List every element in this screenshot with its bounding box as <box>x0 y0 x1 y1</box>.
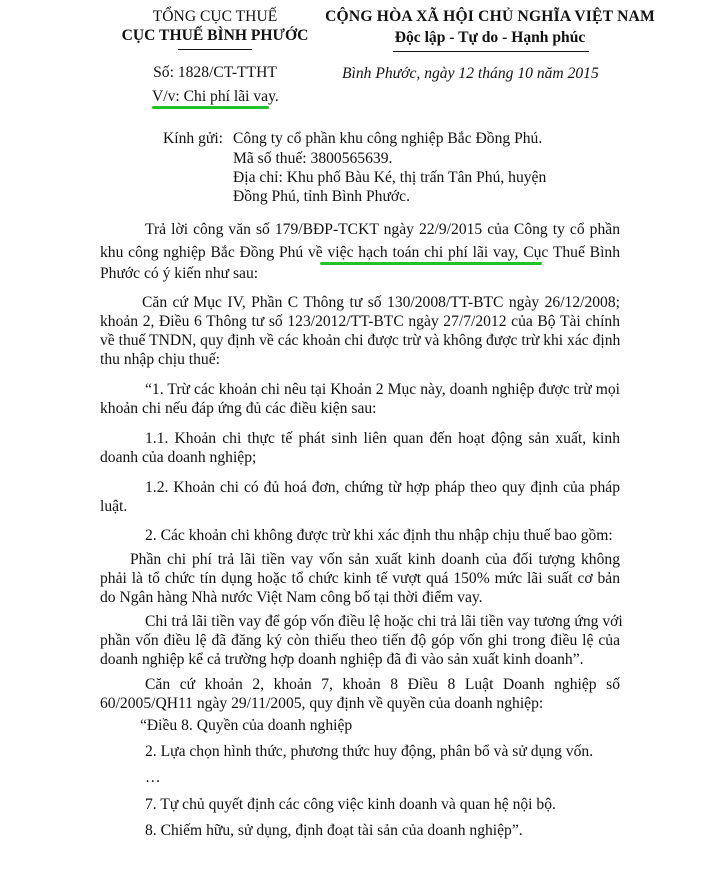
p9-line-2: 60/2005/QH11 ngày 29/11/2005, quy định về quyền của doanh nghiệp: <box>100 695 544 712</box>
p7-line-2: phải là tổ chức tín dụng hoặc tổ chức kinh tế vượt quá 150% mức lãi suất cơ bản <box>100 570 620 587</box>
p7-line-3: do Ngân hàng Nhà nước Việt Nam công bố tại thời điểm vay. <box>100 589 483 606</box>
p5-line-2: luật. <box>100 498 128 515</box>
article-8-item-2: 2. Lựa chọn hình thức, phương thức huy động, phân bổ và sử dụng vốn. <box>145 743 594 760</box>
p2-line-3: về thuế TNDN, quy định về các khoản chi được trừ và không được trừ khi xác định <box>100 332 621 349</box>
p8-line-3: doanh nghiệp kể cả trường hợp doanh nghiệp đã đi vào sản xuất kinh doanh”. <box>100 651 584 668</box>
agency-underline <box>178 49 252 50</box>
subject: V/v: Chi phí lãi vay. <box>152 88 279 105</box>
agency-parent: TỔNG CỤC THUẾ <box>152 8 278 25</box>
subject-highlight <box>152 106 269 109</box>
motto: Độc lập - Tự do - Hạnh phúc <box>394 29 586 46</box>
doc-number: Số: 1828/CT-TTHT <box>153 64 277 81</box>
p8-line-2: phần vốn điều lệ đã đăng ký còn thiếu theo tiến độ góp vốn ghi trong điều lệ của <box>100 632 620 649</box>
article-8-item-7: 7. Tự chủ quyết định các công việc kinh doanh và quan hệ nội bộ. <box>145 796 556 813</box>
p2-line-4: thu nhập chịu thuế: <box>100 351 220 368</box>
p2-line-1: Căn cứ Mục IV, Phần C Thông tư số 130/2008/TT-BTC ngày 26/12/2008; <box>142 294 620 311</box>
p1-line-3: Phước có ý kiến như sau: <box>100 265 259 282</box>
p2-line-2: khoản 2, Điều 6 Thông tư số 123/2012/TT-BTC ngày 27/7/2012 của Bộ Tài chính <box>100 313 620 330</box>
agency-name: CỤC THUẾ BÌNH PHƯỚC <box>121 27 309 44</box>
p6-line: 2. Các khoản chi không được trừ khi xác định thu nhập chịu thuế bao gồm: <box>145 527 613 544</box>
p5-line-1: 1.2. Khoản chi có đủ hoá đơn, chứng từ hợp pháp theo quy định của pháp <box>145 479 620 496</box>
recipient-address-2: Đồng Phú, tỉnh Bình Phước. <box>233 188 410 205</box>
article-8-title: “Điều 8. Quyền của doanh nghiệp <box>140 717 353 734</box>
p3-line-2: khoản chi nếu đáp ứng đủ các điều kiện sau: <box>100 400 377 417</box>
p1-line-1: Trả lời công văn số 179/BĐP-TCKT ngày 22/9/2015 của Công ty cổ phần <box>145 221 620 238</box>
p4-line-1: 1.1. Khoản chi thực tế phát sinh liên quan đến hoạt động sản xuất, kinh <box>145 430 620 447</box>
ellipsis: … <box>145 769 161 786</box>
p3-line-1: “1. Trừ các khoản chi nêu tại Khoản 2 Mục này, doanh nghiệp được trừ mọi <box>145 381 620 398</box>
article-8-item-8: 8. Chiếm hữu, sử dụng, định đoạt tài sản của doanh nghiệp”. <box>145 822 523 839</box>
p1-line-2: khu công nghiệp Bắc Đồng Phú về việc hạch toán chi phí lãi vay, Cục Thuế Bình <box>100 244 620 261</box>
recipient-tax-code: Mã số thuế: 3800565639. <box>233 150 393 167</box>
nation-title: CỘNG HÒA XÃ HỘI CHỦ NGHĨA VIỆT NAM <box>325 8 655 25</box>
recipient-address-1: Địa chỉ: Khu phố Bàu Ké, thị trấn Tân Phú, huyện <box>233 169 547 186</box>
p8-line-1: Chi trả lãi tiền vay để góp vốn điều lệ hoặc chi trả lãi tiền vay tương ứng với <box>145 613 623 630</box>
recipient-label: Kính gửi: <box>163 130 223 147</box>
p7-line-1: Phần chi phí trả lãi tiền vay vốn sản xuất kinh doanh của đối tượng không <box>130 551 620 568</box>
motto-underline <box>393 51 589 52</box>
recipient-company: Công ty cổ phần khu công nghiệp Bắc Đồng Phú. <box>233 130 543 147</box>
p9-line-1: Căn cứ khoản 2, khoản 7, khoản 8 Điều 8 Luật Doanh nghiệp số <box>145 676 620 693</box>
issue-date: Bình Phước, ngày 12 tháng 10 năm 2015 <box>342 65 599 82</box>
p4-line-2: doanh của doanh nghiệp; <box>100 449 257 466</box>
